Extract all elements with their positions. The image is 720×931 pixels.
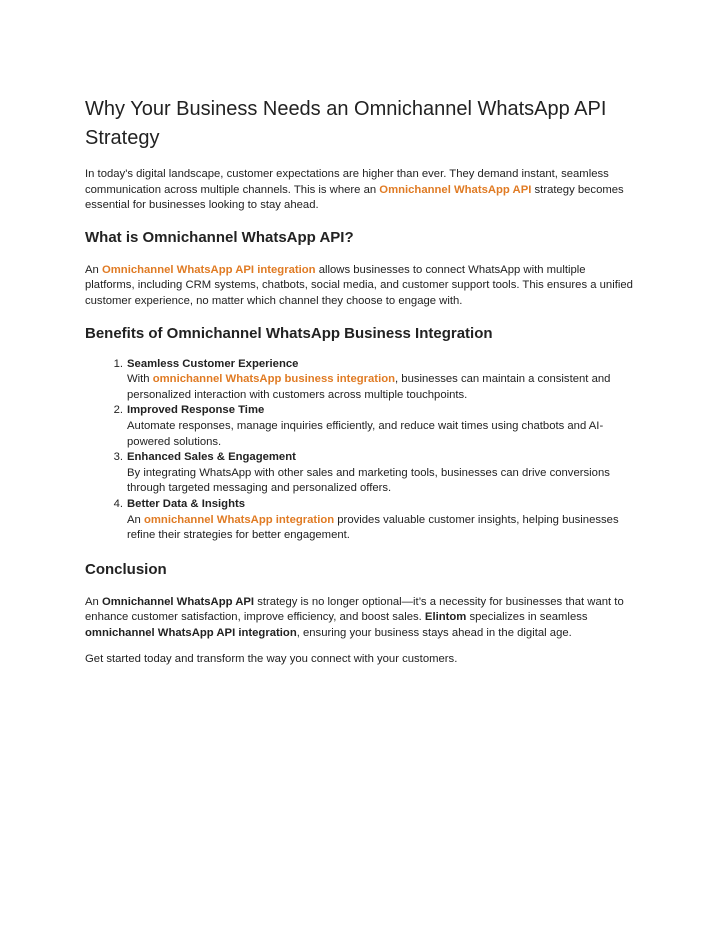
conclusion-heading: Conclusion xyxy=(85,560,167,578)
benefit-text: By integrating WhatsApp with other sales and marketing tools, businesses can drive conversions through targeted messaging and personalized offers. xyxy=(127,466,610,495)
benefit-text: , businesses can maintain a consistent and personalized interaction with customers across multiple touchpoints. xyxy=(127,373,611,401)
what-is-heading: What is Omnichannel WhatsApp API? xyxy=(85,228,354,246)
what-text-2: allows businesses to connect WhatsApp with multiple platforms, including CRM systems, chatbots, social media, and customer support tools. This ensures a unified customer experience, no matter which channel they choose to engage with. xyxy=(85,263,633,307)
benefit-text: provides valuable customer insights, helping businesses refine their strategies for better engagement. xyxy=(127,513,619,542)
whatsapp-integration-link[interactable]: omnichannel WhatsApp integration xyxy=(143,513,335,526)
list-number: 2. xyxy=(113,404,123,417)
intro-paragraph xyxy=(85,167,636,214)
conclusion-bold-api: Omnichannel WhatsApp API xyxy=(101,595,255,608)
conclusion-text: specializes in seamless xyxy=(466,611,588,624)
page-title: Why Your Business Needs an Omnichannel WhatsApp API Strategy xyxy=(85,98,607,149)
conclusion-text: , ensuring your business stays ahead in the digital age. xyxy=(296,626,572,639)
benefit-description xyxy=(127,372,636,403)
intro-text-2: strategy becomes essential for businesses looking to stay ahead. xyxy=(85,183,624,212)
benefit-item xyxy=(113,497,636,544)
benefit-item xyxy=(113,450,636,497)
conclusion-bold-integration: omnichannel WhatsApp API integration xyxy=(85,626,297,639)
benefit-description xyxy=(127,466,636,497)
conclusion-text: An xyxy=(85,595,102,608)
benefit-description xyxy=(127,419,636,450)
benefits-list xyxy=(85,357,636,544)
closing-paragraph: Get started today and transform the way you connect with your customers. xyxy=(85,653,458,666)
list-number: 3. xyxy=(113,451,123,464)
benefit-text: With xyxy=(127,373,153,386)
benefit-item xyxy=(113,357,636,404)
list-number: 1. xyxy=(113,357,123,370)
list-number: 4. xyxy=(113,497,123,510)
conclusion-text: strategy is no longer optional—it’s a necessity for businesses that want to enhance customer satisfaction, improve efficiency, and boost sales. xyxy=(85,595,624,624)
benefits-heading: Benefits of Omnichannel WhatsApp Business Integration xyxy=(85,324,493,342)
benefit-title: Seamless Customer Experience xyxy=(127,357,299,370)
conclusion-paragraph xyxy=(85,595,636,642)
benefit-title: Better Data & Insights xyxy=(127,497,246,510)
intro-text-1: In today's digital landscape, customer expectations are higher than ever. They demand instant, seamless communication across multiple channels. This is where an xyxy=(85,168,609,196)
benefit-text: Automate responses, manage inquiries efficiently, and reduce wait times using chatbots and AI-powered solutions. xyxy=(127,419,604,448)
business-integration-link[interactable]: omnichannel WhatsApp business integration xyxy=(152,373,396,386)
what-is-paragraph xyxy=(85,263,636,310)
conclusion-bold-brand: Elintom xyxy=(424,611,467,624)
benefit-item xyxy=(113,403,636,450)
omnichannel-api-link[interactable]: Omnichannel WhatsApp API xyxy=(379,183,532,196)
benefit-text: An xyxy=(127,513,144,526)
benefit-description xyxy=(127,513,636,544)
benefit-title: Improved Response Time xyxy=(127,404,265,417)
api-integration-link[interactable]: Omnichannel WhatsApp API integration xyxy=(101,263,316,276)
what-text-1: An xyxy=(85,263,102,276)
benefit-title: Enhanced Sales & Engagement xyxy=(127,451,296,464)
